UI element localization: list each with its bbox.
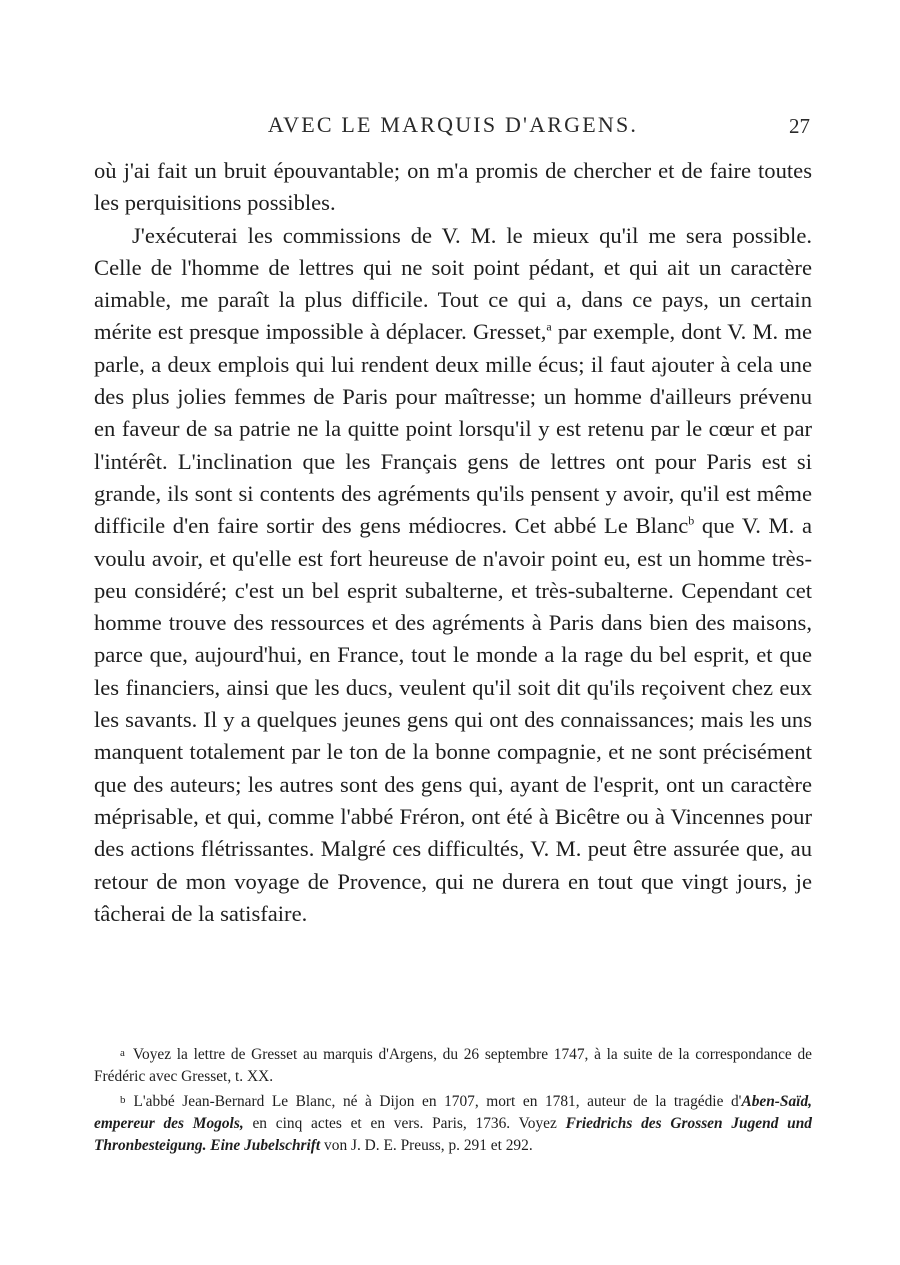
footnote-b-text-2: en cinq actes et en vers. Paris, 1736. Voyez bbox=[243, 1114, 566, 1132]
footnote-ref-b: b bbox=[688, 513, 695, 528]
page-number: 27 bbox=[789, 114, 810, 138]
paragraph-2-part-a: J'exécuterai les commissions de V. M. le mieux qu'il me sera possible. Celle de l'homme de lettres qui ne soit point pédant, et qui ait un caractère aimable, me paraît la plus difficile. Tout ce qui a, dans ce pays, un certain mérite est presque impossible à déplacer. Gresset, bbox=[94, 222, 812, 345]
footnote-b-title-1: Aben-Saïd, empereur des Mogols, bbox=[94, 1092, 812, 1132]
footnote-b-title-2: Friedrichs des Grossen Jugend und Thronbesteigung. Eine Jubelschrift bbox=[94, 1114, 812, 1155]
running-head bbox=[94, 112, 812, 142]
footnote-a-text: Voyez la lettre de Gresset au marquis d'Argens, du 26 septembre 1747, à la suite de la correspondance de Frédéric avec Gresset, t. XX. bbox=[94, 1046, 812, 1086]
footnote-b bbox=[94, 1089, 812, 1158]
paragraph-1: où j'ai fait un bruit épouvantable; on m'a promis de chercher et de faire toutes les perquisitions possibles. bbox=[94, 158, 812, 216]
running-title: AVEC LE MARQUIS D'ARGENS. bbox=[267, 112, 639, 137]
paragraph-2 bbox=[94, 220, 812, 931]
footnote-ref-a: a bbox=[546, 319, 552, 334]
body-text bbox=[94, 155, 812, 930]
paragraph-2-part-c: que V. M. a voulu avoir, et qu'elle est fort heureuse de n'avoir point eu, est un homme très-peu considéré; c'est un bel esprit subalterne, et très-subalterne. Cependant cet homme trouve des ressources et des agréments à Paris dans bien des maisons, parce que, aujourd'hui, en France, tout le monde a la rage du bel esprit, et que les financiers, ainsi que les ducs, veulent qu'il soit dit qu'ils reçoivent chez eux les savants. Il y a quelques jeunes gens qui ont des connaissances; mais les uns manquent totalement par le ton de la bonne compagnie, et ne sont précisément que des auteurs; les autres sont des gens qui, ayant de l'esprit, ont un caractère méprisable, et qui, comme l'abbé Fréron, ont été à Bicêtre ou à Vincennes pour des actions flétrissantes. Malgré ces difficultés, V. M. peut être assurée que, au retour de mon voyage de Provence, qui ne durera en tout que vingt jours, je tâcherai de la satisfaire. bbox=[94, 513, 812, 926]
footnote-b-text-1: L'abbé Jean-Bernard Le Blanc, né à Dijon en 1707, mort en 1781, auteur de la tragédie d' bbox=[133, 1092, 742, 1110]
footnote-a-mark: a bbox=[120, 1047, 125, 1059]
footnotes bbox=[94, 1042, 812, 1157]
footnote-b-mark: b bbox=[120, 1093, 126, 1106]
footnote-a bbox=[94, 1042, 812, 1089]
paragraph-2-part-b: par exemple, dont V. M. me parle, a deux emplois qui lui rendent deux mille écus; il faut ajouter à cela une des plus jolies femmes de Paris pour maîtresse; un homme d'ailleurs prévenu en faveur de sa patrie ne la quitte point lorsqu'il y est retenu par le cœur et par l'intérêt. L'inclination que les Français gens de lettres ont pour Paris est si grande, ils sont si contents des agréments qu'ils pensent y avoir, qu'il est même difficile d'en faire sortir des gens médiocres. Cet abbé Le Blanc bbox=[94, 319, 812, 539]
footnote-b-text-3: von J. D. E. Preuss, p. 291 et 292. bbox=[320, 1137, 533, 1155]
